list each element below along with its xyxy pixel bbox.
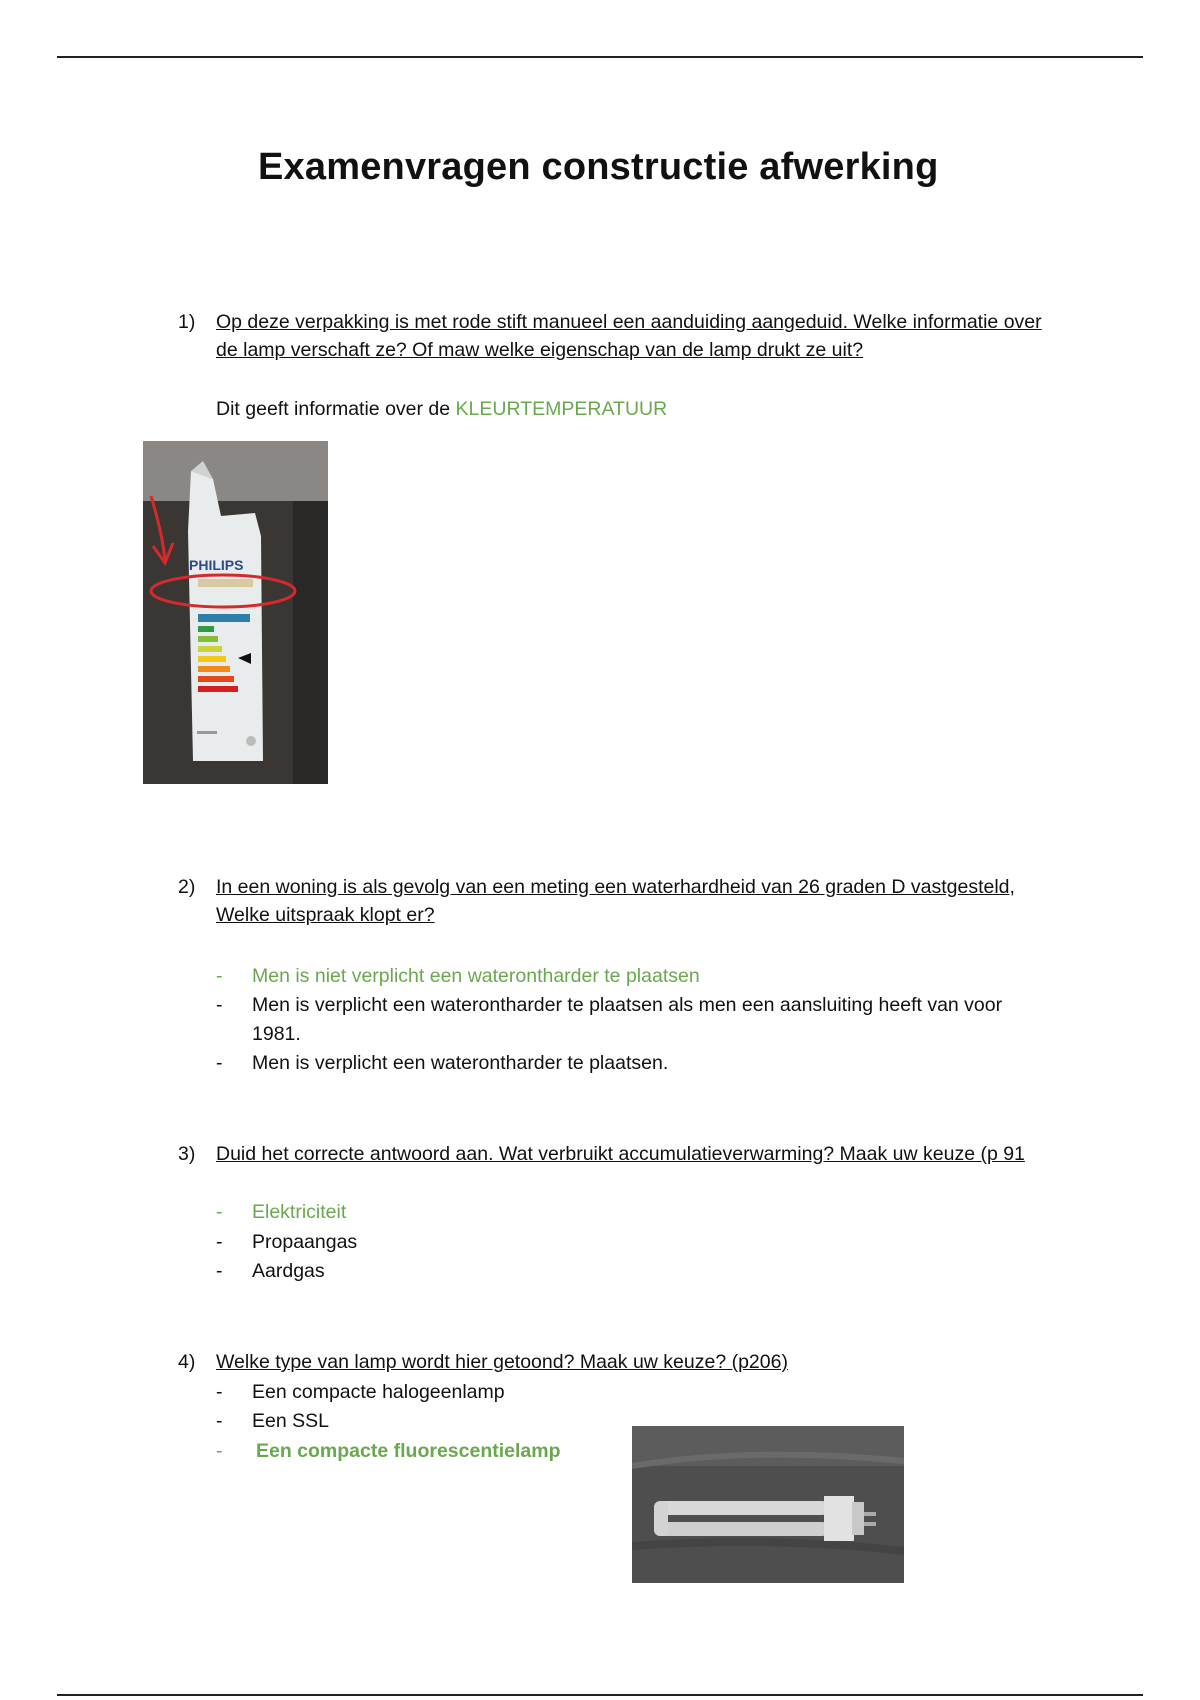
option-correct (216, 1437, 616, 1466)
option-text: Een compacte fluorescentielamp (256, 1440, 561, 1462)
option-text: Propaangas (252, 1231, 358, 1253)
option-text: Een compacte halogeenlamp (252, 1381, 505, 1403)
answer-highlight: KLEURTEMPERATUUR (455, 398, 668, 420)
option-text: Elektriciteit (252, 1201, 347, 1223)
question-text: Op deze verpakking is met rode stift manueel een aanduiding aangeduid. Welke informatie over de lamp verschaft ze? Of maw welke eigenschap van de lamp drukt ze uit? (216, 311, 1042, 361)
question-text: Duid het correcte antwoord aan. Wat verbruikt accumulatieverwarming? Maak uw keuze (p 91 (216, 1143, 1025, 1165)
option-dash: - (216, 1260, 223, 1282)
question-2 (178, 873, 1048, 933)
option (216, 1257, 1046, 1286)
question-number: 1) (178, 311, 196, 333)
philips-logo-text: PHILIPS (189, 557, 244, 573)
question-3 (178, 1140, 1048, 1200)
option (216, 991, 1046, 1049)
question-number: 3) (178, 1143, 196, 1165)
option-dash: - (216, 994, 223, 1016)
answer-line-1 (216, 395, 667, 423)
option-dash: - (216, 1440, 223, 1462)
option (216, 1049, 1046, 1078)
option-text: Men is verplicht een waterontharder te plaatsen. (252, 1052, 669, 1074)
top-rule (57, 56, 1143, 58)
question-text: In een woning is als gevolg van een meting een waterhardheid van 26 graden D vastgesteld, Welke uitspraak klopt er? (216, 876, 1015, 926)
compact-fluorescent-lamp-photo (632, 1426, 904, 1583)
option-dash: - (216, 1052, 223, 1074)
option-text: Men is verplicht een waterontharder te plaatsen als men een aansluiting heeft van voor 1981. (252, 994, 1003, 1045)
question-4 (178, 1348, 1048, 1378)
option-text: Aardgas (252, 1260, 325, 1282)
option-correct (216, 1198, 1046, 1227)
question-number: 4) (178, 1351, 196, 1373)
option-text: Een SSL (252, 1410, 329, 1432)
option-dash: - (216, 1231, 223, 1253)
option-correct (216, 962, 1046, 991)
question-1 (178, 308, 1048, 368)
question-number: 2) (178, 876, 196, 898)
option (216, 1407, 616, 1436)
question-text: Welke type van lamp wordt hier getoond? Maak uw keuze? (p206) (216, 1351, 788, 1373)
answer-prefix: Dit geeft informatie over de (216, 398, 451, 420)
page-title: Examenvragen constructie afwerking (258, 146, 939, 188)
option-dash: - (216, 965, 223, 987)
bottom-rule (57, 1694, 1143, 1696)
option-dash: - (216, 1410, 223, 1432)
option-dash: - (216, 1201, 223, 1223)
lamp-package-photo (143, 441, 328, 784)
option-dash: - (216, 1381, 223, 1403)
option (216, 1378, 616, 1407)
option-text: Men is niet verplicht een waterontharder te plaatsen (252, 965, 700, 987)
option (216, 1228, 1046, 1257)
